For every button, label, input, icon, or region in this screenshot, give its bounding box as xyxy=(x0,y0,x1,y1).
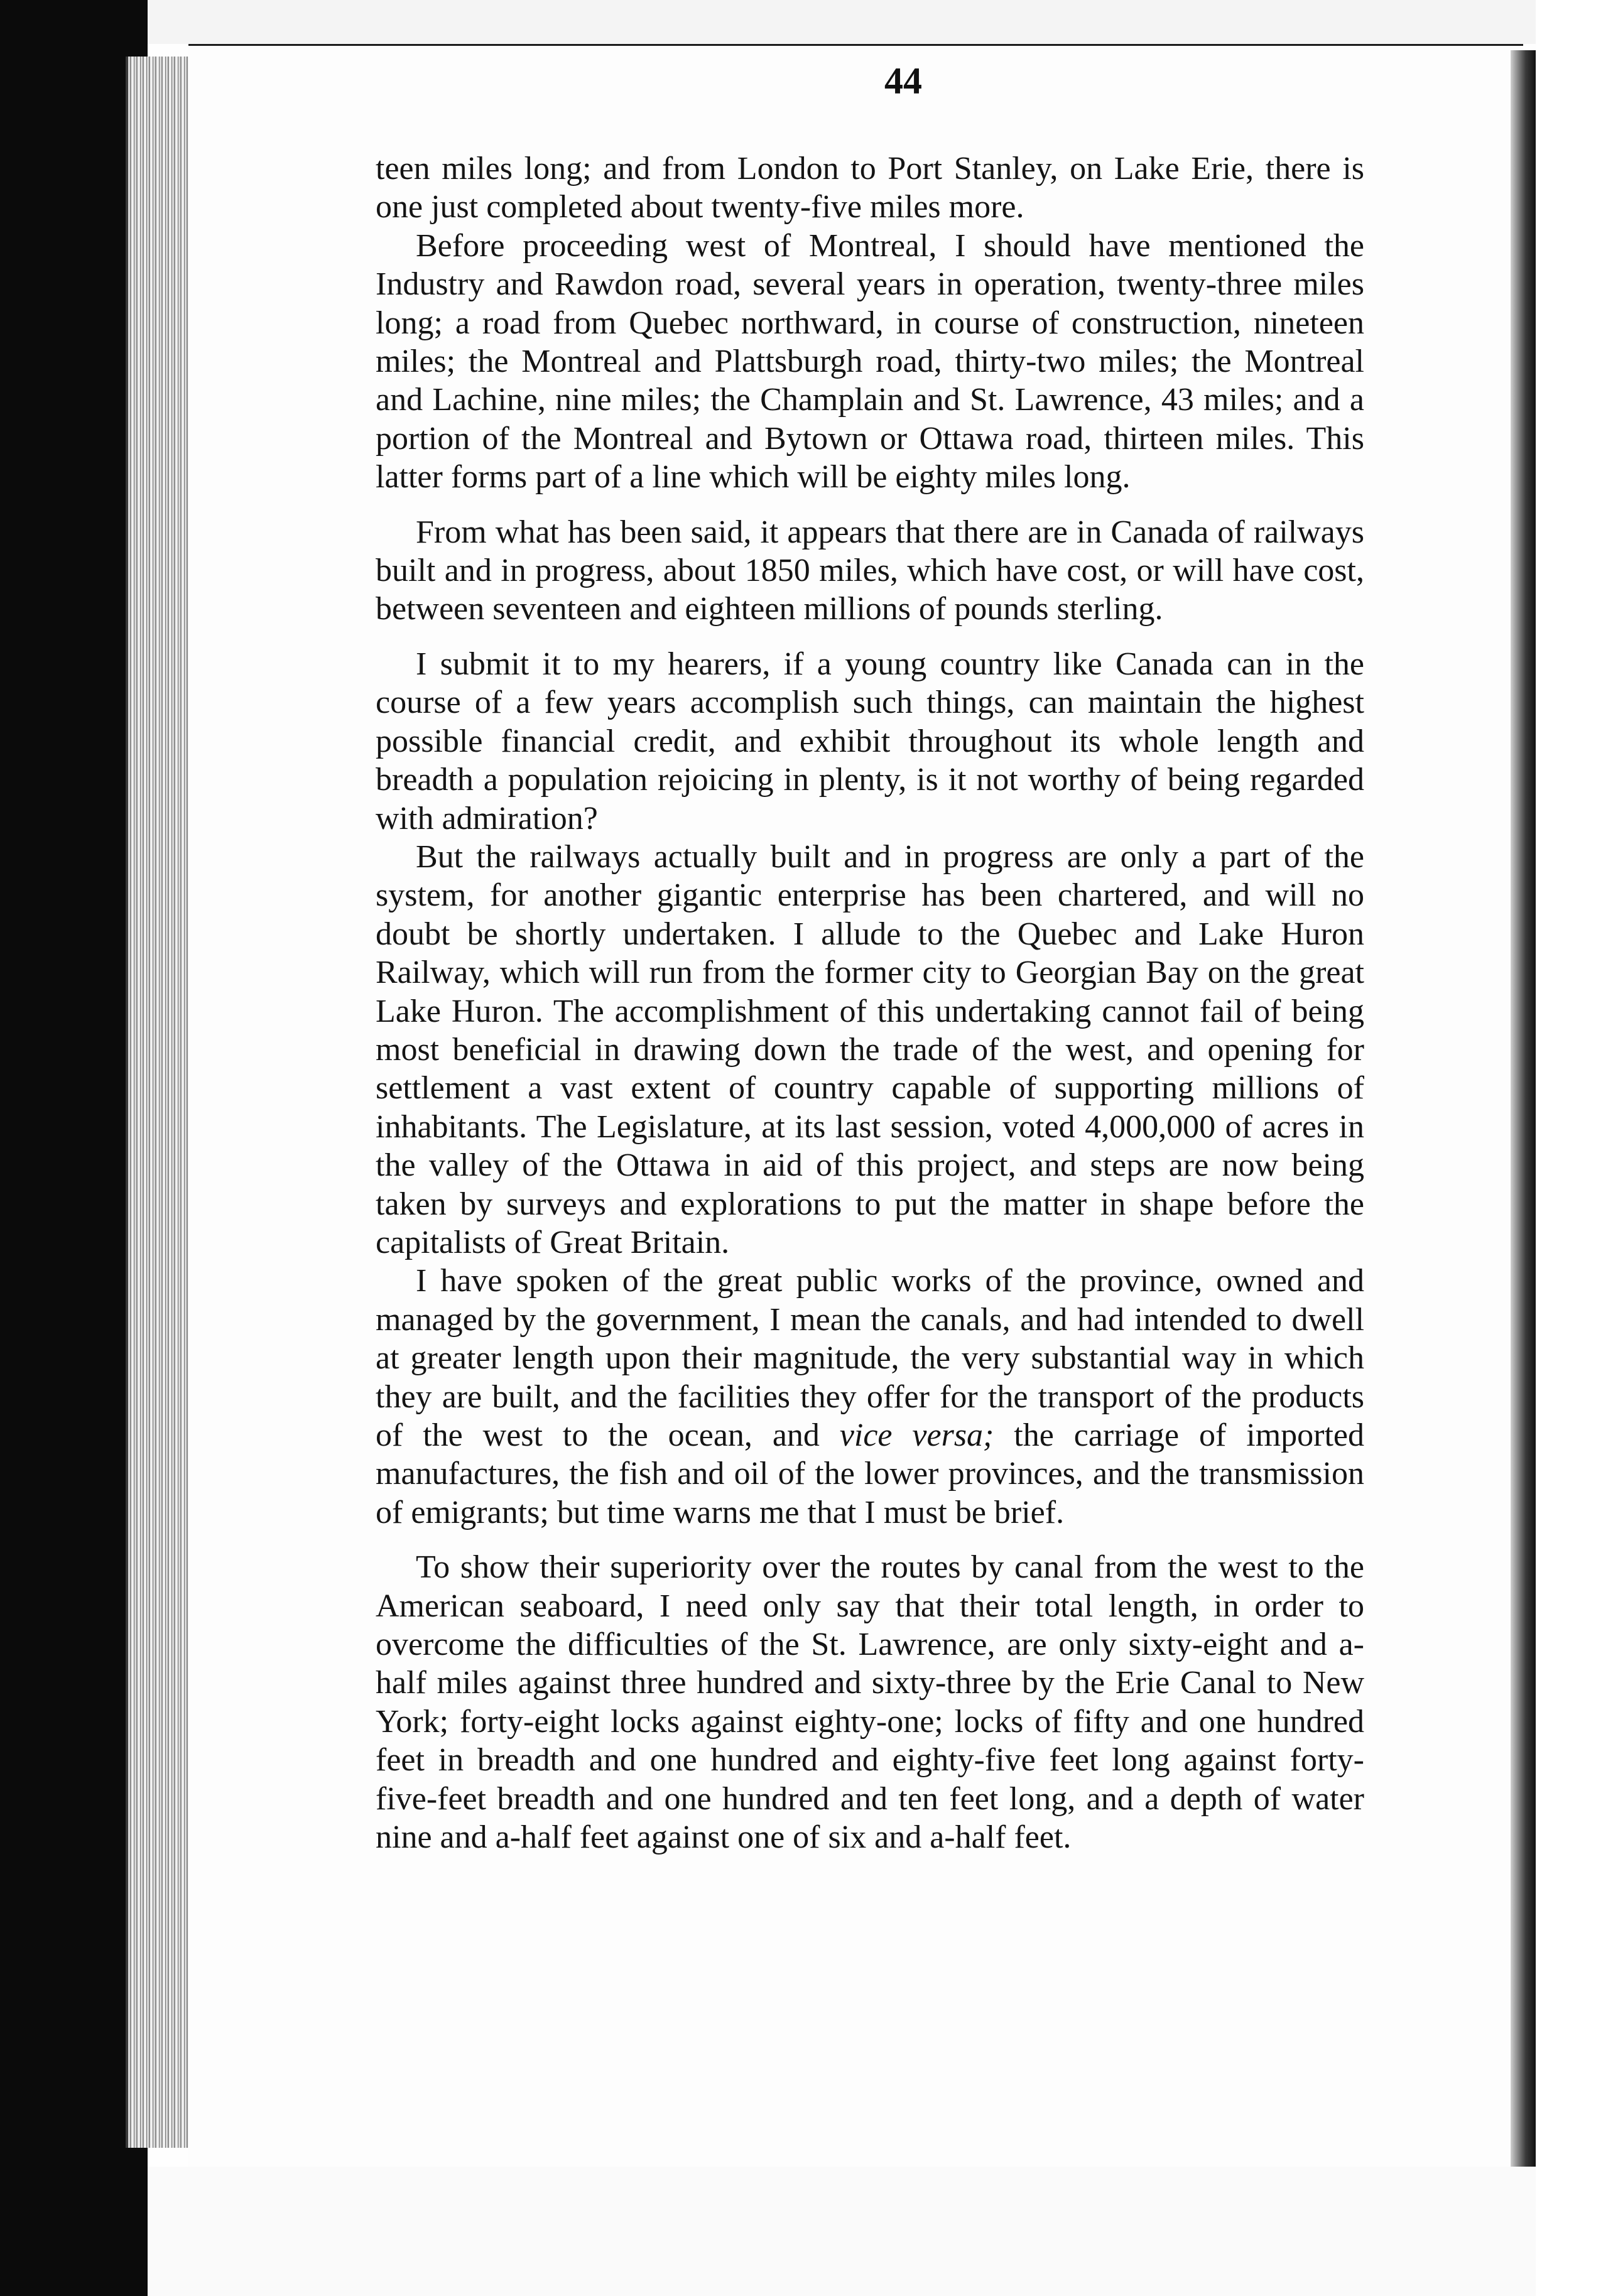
scanner-background-top xyxy=(148,0,1536,44)
paragraph-public-works-italic: vice versa; xyxy=(839,1417,994,1453)
scanner-background-right xyxy=(1536,0,1618,2296)
scanner-background-bottom xyxy=(148,2167,1536,2296)
paragraph-continued: teen miles long; and from London to Port Stanley, on Lake Erie, there is one just completed about twenty-five miles more. xyxy=(376,151,1364,225)
paragraph-railways-east: Before proceeding west of Montreal, I should have mentioned the Industry and Rawdon road, several years in operation, twenty-three miles long; a road from Quebec northward, in course of construction, nineteen miles; the Montreal and Plattsburgh road, thirty-two miles; the Montreal and Lachine, nine miles; the Champlain and St. Lawrence, 43 miles; and a portion of the Montreal and Bytown or Ottawa road, thirteen miles. This latter forms part of a line which will be eighty miles long. xyxy=(376,227,1364,495)
paragraph-public-works xyxy=(376,1262,1364,1532)
page-number: 44 xyxy=(884,60,922,102)
book-page-edges xyxy=(126,57,197,2148)
book-gutter-shadow xyxy=(1511,50,1536,2185)
paragraph-quebec-lake-huron: But the railways actually built and in progress are only a part of the system, for another gigantic enterprise has been chartered, and will no doubt be shortly undertaken. I allude to the Quebec and Lake Huron Railway, which will run from the former city to Georgian Bay on the great Lake Huron. The accomplishment of this undertaking cannot fail of being most beneficial in drawing down the trade of the west, and opening for settlement a vast extent of country capable of supporting millions of inhabitants. The Legislature, at its last session, voted 4,000,000 of acres in the valley of the Ottawa in aid of this project, and steps are now being taken by surveys and explorations to put the matter in shape before the capitalists of Great Britain. xyxy=(376,838,1364,1260)
paragraph-submission: I submit it to my hearers, if a young country like Canada can in the course of a few years accomplish such things, can maintain the highest possible financial credit, and exhibit throughout its whole length and breadth a population rejoicing in plenty, is it not worthy of being regarded with admiration? xyxy=(376,646,1364,837)
paragraph-public-works-start: I have spoken of the great public works of the province, owned and managed by the government, I mean the canals, and had intended to dwell at greater length upon their magnitude, the very substantial way in which they are built, and the facilities they offer for the transport of the products of the west to the ocean, and xyxy=(376,1263,1364,1453)
paragraph-railway-totals: From what has been said, it appears that there are in Canada of railways built and in progress, about 1850 miles, which have cost, or will have cost, between seventeen and eighteen millions of pounds sterling. xyxy=(376,514,1364,627)
paragraph-canal-superiority: To show their superiority over the routes by canal from the west to the American seaboard, I need only say that their total length, in order to overcome the difficulties of the St. Lawrence, are only sixty-eight and a-half miles against three hundred and sixty-three by the Erie Canal to New York; forty-eight locks against eighty-one; locks of fifty and one hundred feet in breadth and one hundred and eighty-five feet long against forty-five-feet breadth and one hundred and ten feet long, and a depth of water nine and a-half feet against one of six and a-half feet. xyxy=(376,1549,1364,1856)
paragraph-public-works-end: the carriage of imported manufactures, the fish and oil of the lower provinces, and the transmission of emigrants; but time warns me that I must be brief. xyxy=(376,1417,1364,1530)
body-text xyxy=(376,149,1364,1856)
